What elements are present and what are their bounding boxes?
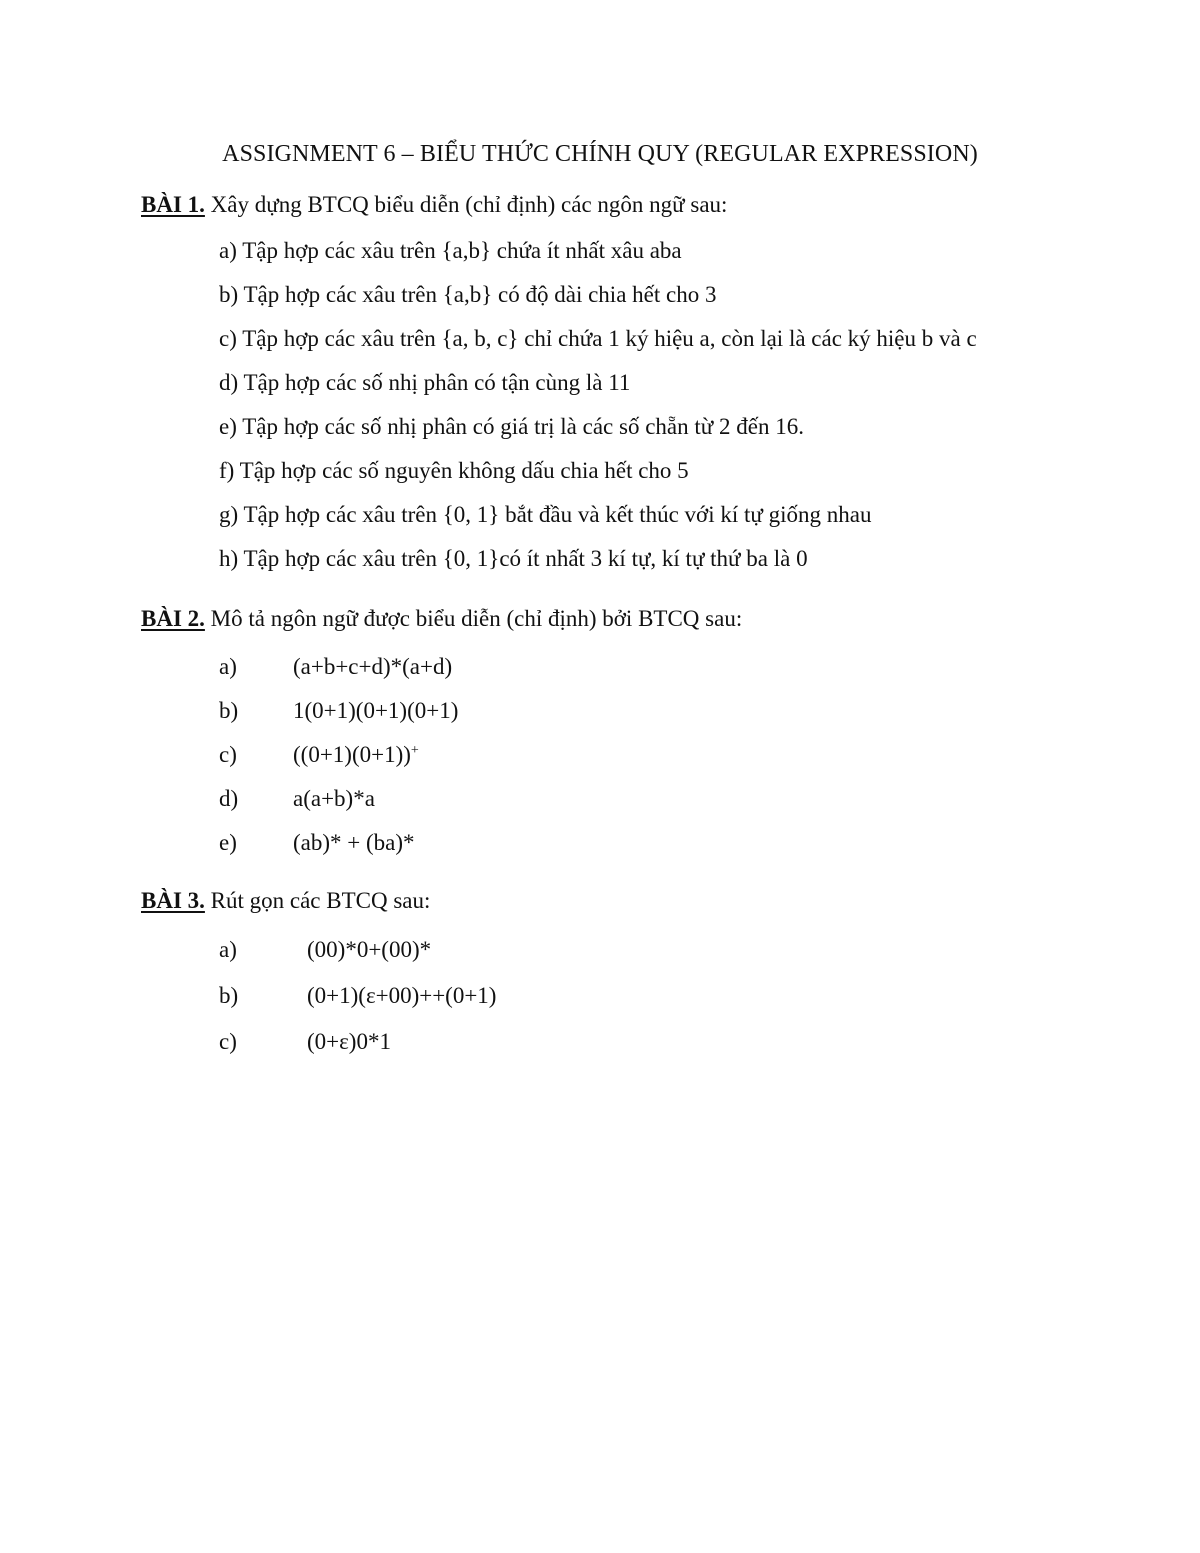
item-label: e) xyxy=(219,830,237,855)
item-label: c) xyxy=(219,1029,237,1054)
exercise-2-label: BÀI 2. xyxy=(141,606,205,631)
exercise-1-item-d: d) Tập hợp các số nhị phân có tận cùng là 11 xyxy=(219,370,631,395)
regex-expression: (00)*0+(00)* xyxy=(307,937,432,962)
regex-expression-with-superscript xyxy=(293,742,419,768)
exercise-3-text: Rút gọn các BTCQ sau: xyxy=(210,888,431,913)
page-title: ASSIGNMENT 6 – BIỂU THỨC CHÍNH QUY (REGULAR EXPRESSION) xyxy=(222,141,978,167)
exercise-1-item-b: b) Tập hợp các xâu trên {a,b} có độ dài chia hết cho 3 xyxy=(219,282,717,307)
item-label: d) xyxy=(219,786,239,811)
exercise-1-heading xyxy=(141,192,727,218)
regex-expression: (a+b+c+d)*(a+d) xyxy=(293,654,453,679)
exercise-3-heading xyxy=(141,888,430,914)
item-label: b) xyxy=(219,698,239,723)
exercise-2-text: Mô tả ngôn ngữ được biểu diễn (chỉ định) bởi BTCQ sau: xyxy=(210,606,743,631)
exercise-1-text: Xây dựng BTCQ biểu diễn (chỉ định) các ngôn ngữ sau: xyxy=(210,192,728,217)
exercise-1-item-g: g) Tập hợp các xâu trên {0, 1} bắt đầu và kết thúc với kí tự giống nhau xyxy=(219,502,872,527)
regex-expression: (ab)* + (ba)* xyxy=(293,830,415,855)
item-label: a) xyxy=(219,937,237,962)
exercise-1-item-a: a) Tập hợp các xâu trên {a,b} chứa ít nhất xâu aba xyxy=(219,238,682,263)
regex-expression: a(a+b)*a xyxy=(293,786,375,811)
item-label: c) xyxy=(219,742,237,767)
regex-expression: (0+1)(ε+00)++(0+1) xyxy=(307,983,497,1008)
exercise-1-item-f: f) Tập hợp các số nguyên không dấu chia hết cho 5 xyxy=(219,458,689,483)
exercise-1-label: BÀI 1. xyxy=(141,192,205,217)
exercise-1-item-h: h) Tập hợp các xâu trên {0, 1}có ít nhất 3 kí tự, kí tự thứ ba là 0 xyxy=(219,546,808,571)
superscript-plus: + xyxy=(410,743,419,758)
regex-expression: (0+ε)0*1 xyxy=(307,1029,391,1054)
exercise-2-heading xyxy=(141,606,742,632)
item-label: b) xyxy=(219,983,239,1008)
item-label: a) xyxy=(219,654,237,679)
exercise-1-item-e: e) Tập hợp các số nhị phân có giá trị là các số chẵn từ 2 đến 16. xyxy=(219,414,804,439)
exercise-1-item-c: c) Tập hợp các xâu trên {a, b, c} chỉ chứa 1 ký hiệu a, còn lại là các ký hiệu b và c xyxy=(219,326,977,351)
exercise-3-label: BÀI 3. xyxy=(141,888,205,913)
regex-expression: ((0+1)(0+1)) xyxy=(293,742,411,767)
regex-expression: 1(0+1)(0+1)(0+1) xyxy=(293,698,459,723)
